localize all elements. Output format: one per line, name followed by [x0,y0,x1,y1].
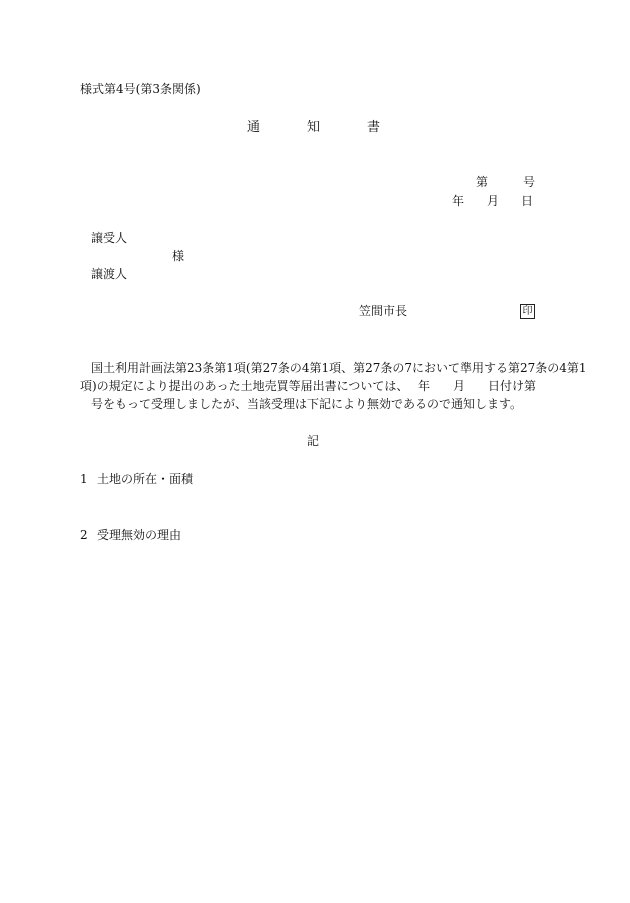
item-number: 2 [80,528,88,542]
doc-number-go: 号 [523,175,536,189]
date-hi: 日 [521,194,534,208]
honorific-sama: 様 [172,249,185,263]
transferee-label: 譲受人 [91,231,128,245]
transferor-label: 譲渡人 [91,267,128,281]
ki-heading: 記 [307,434,320,448]
title-char-2: 知 [307,120,321,135]
title-char-1: 通 [247,120,261,135]
body-line-2b: 日付け第 [488,379,537,393]
item-text: 土地の所在・面積 [97,472,194,486]
date-nen: 年 [452,194,465,208]
body-line-1: 国土利用計画法第23条第1項(第27条の4第1項、第27条の7において準用する第27条の4第1 [91,361,587,375]
body-line-2a: 項)の規定により提出のあった土地売買等届出書については、 [80,379,409,393]
sender-name: 笠間市長 [359,304,408,318]
item-number: 1 [80,472,88,486]
date-tsuki: 月 [487,194,500,208]
body-line-2-tsuki: 月 [453,379,466,393]
doc-number-dai: 第 [476,175,489,189]
body-line-3: 号をもって受理しましたが、当該受理は下記により無効であるので通知します。 [91,397,523,411]
form-number: 様式第4号(第3条関係) [80,82,201,96]
seal-mark: 印 [520,304,535,319]
body-line-2-nen: 年 [418,379,431,393]
title-char-3: 書 [367,120,381,135]
item-text: 受理無効の理由 [97,528,182,542]
